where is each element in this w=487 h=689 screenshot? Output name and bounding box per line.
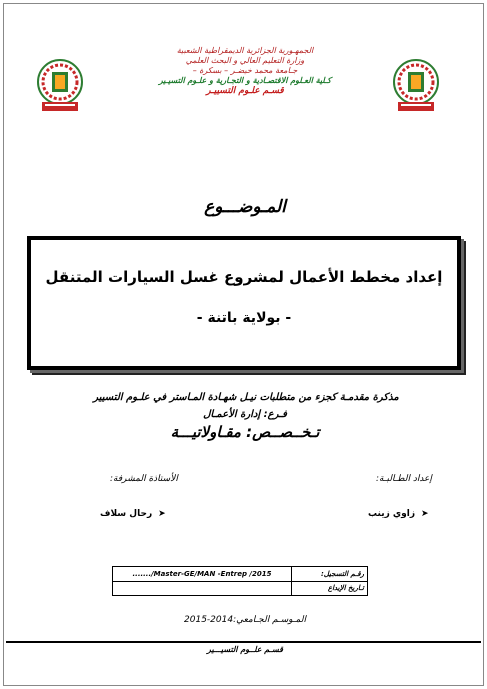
academic-year: المـوسـم الجـامعي:2014-2015 bbox=[184, 615, 306, 625]
supervisor-name: رحال سلاف bbox=[100, 509, 153, 519]
subject-heading: المـوضـــوع bbox=[204, 197, 286, 217]
university-logo-left bbox=[34, 58, 86, 114]
student-label: إعداد الطـالبـة: bbox=[376, 474, 432, 484]
table-row bbox=[113, 581, 368, 596]
title-box bbox=[27, 236, 461, 370]
table-row bbox=[113, 567, 368, 582]
registration-number-label: رقـم التسجيل: bbox=[292, 567, 368, 582]
branch-line: فـرع: إدارة الأعمـال bbox=[203, 409, 287, 420]
arrow-left-icon: ➤ bbox=[158, 509, 166, 519]
thesis-statement: مذكرة مقدمـة كجزء من متطلبات نيـل شهـادة المـاستر في علـوم التسيير bbox=[93, 392, 399, 403]
supervisor-name-row bbox=[100, 509, 166, 519]
institution-header bbox=[110, 46, 380, 96]
header-faculty: كـلية العـلوم الاقتصـادية و التجـارية و علـوم التسيـير bbox=[158, 76, 332, 85]
deposit-date-label: تـاريخ الإيداع bbox=[292, 581, 368, 596]
registration-number-value: ......./Master-GE/MAN -Entrep /2015 bbox=[113, 567, 292, 582]
header-ministry: وزارة التعليم العالي و البحث العلمي bbox=[185, 56, 305, 65]
header-department: قسـم علـوم التسييـر bbox=[206, 86, 284, 96]
header-university: جـامعة محمد خيضـر – بسكرة – bbox=[192, 66, 298, 75]
registration-table bbox=[112, 566, 368, 596]
footer-divider bbox=[6, 641, 481, 643]
footer-department: قسـم علــوم التسيـــير bbox=[207, 645, 283, 654]
thesis-subtitle: - بولاية باتنة - bbox=[196, 310, 292, 326]
deposit-date-value bbox=[113, 581, 292, 596]
supervisor-label: الأستاذة المشرفة: bbox=[110, 474, 178, 484]
student-name: زاوي زينب bbox=[368, 509, 416, 519]
thesis-title: إعداد مخطط الأعمال لمشروع غسل السيارات المتنقل bbox=[45, 268, 443, 286]
arrow-left-icon: ➤ bbox=[421, 509, 429, 519]
university-logo-right bbox=[390, 58, 442, 114]
header-republic: الجمهـورية الجزائرية الديمقراطية الشعبية bbox=[176, 46, 314, 55]
student-name-row bbox=[368, 509, 429, 519]
specialty-line: تـخــصــص: مقـاولاتيـــة bbox=[170, 423, 320, 441]
